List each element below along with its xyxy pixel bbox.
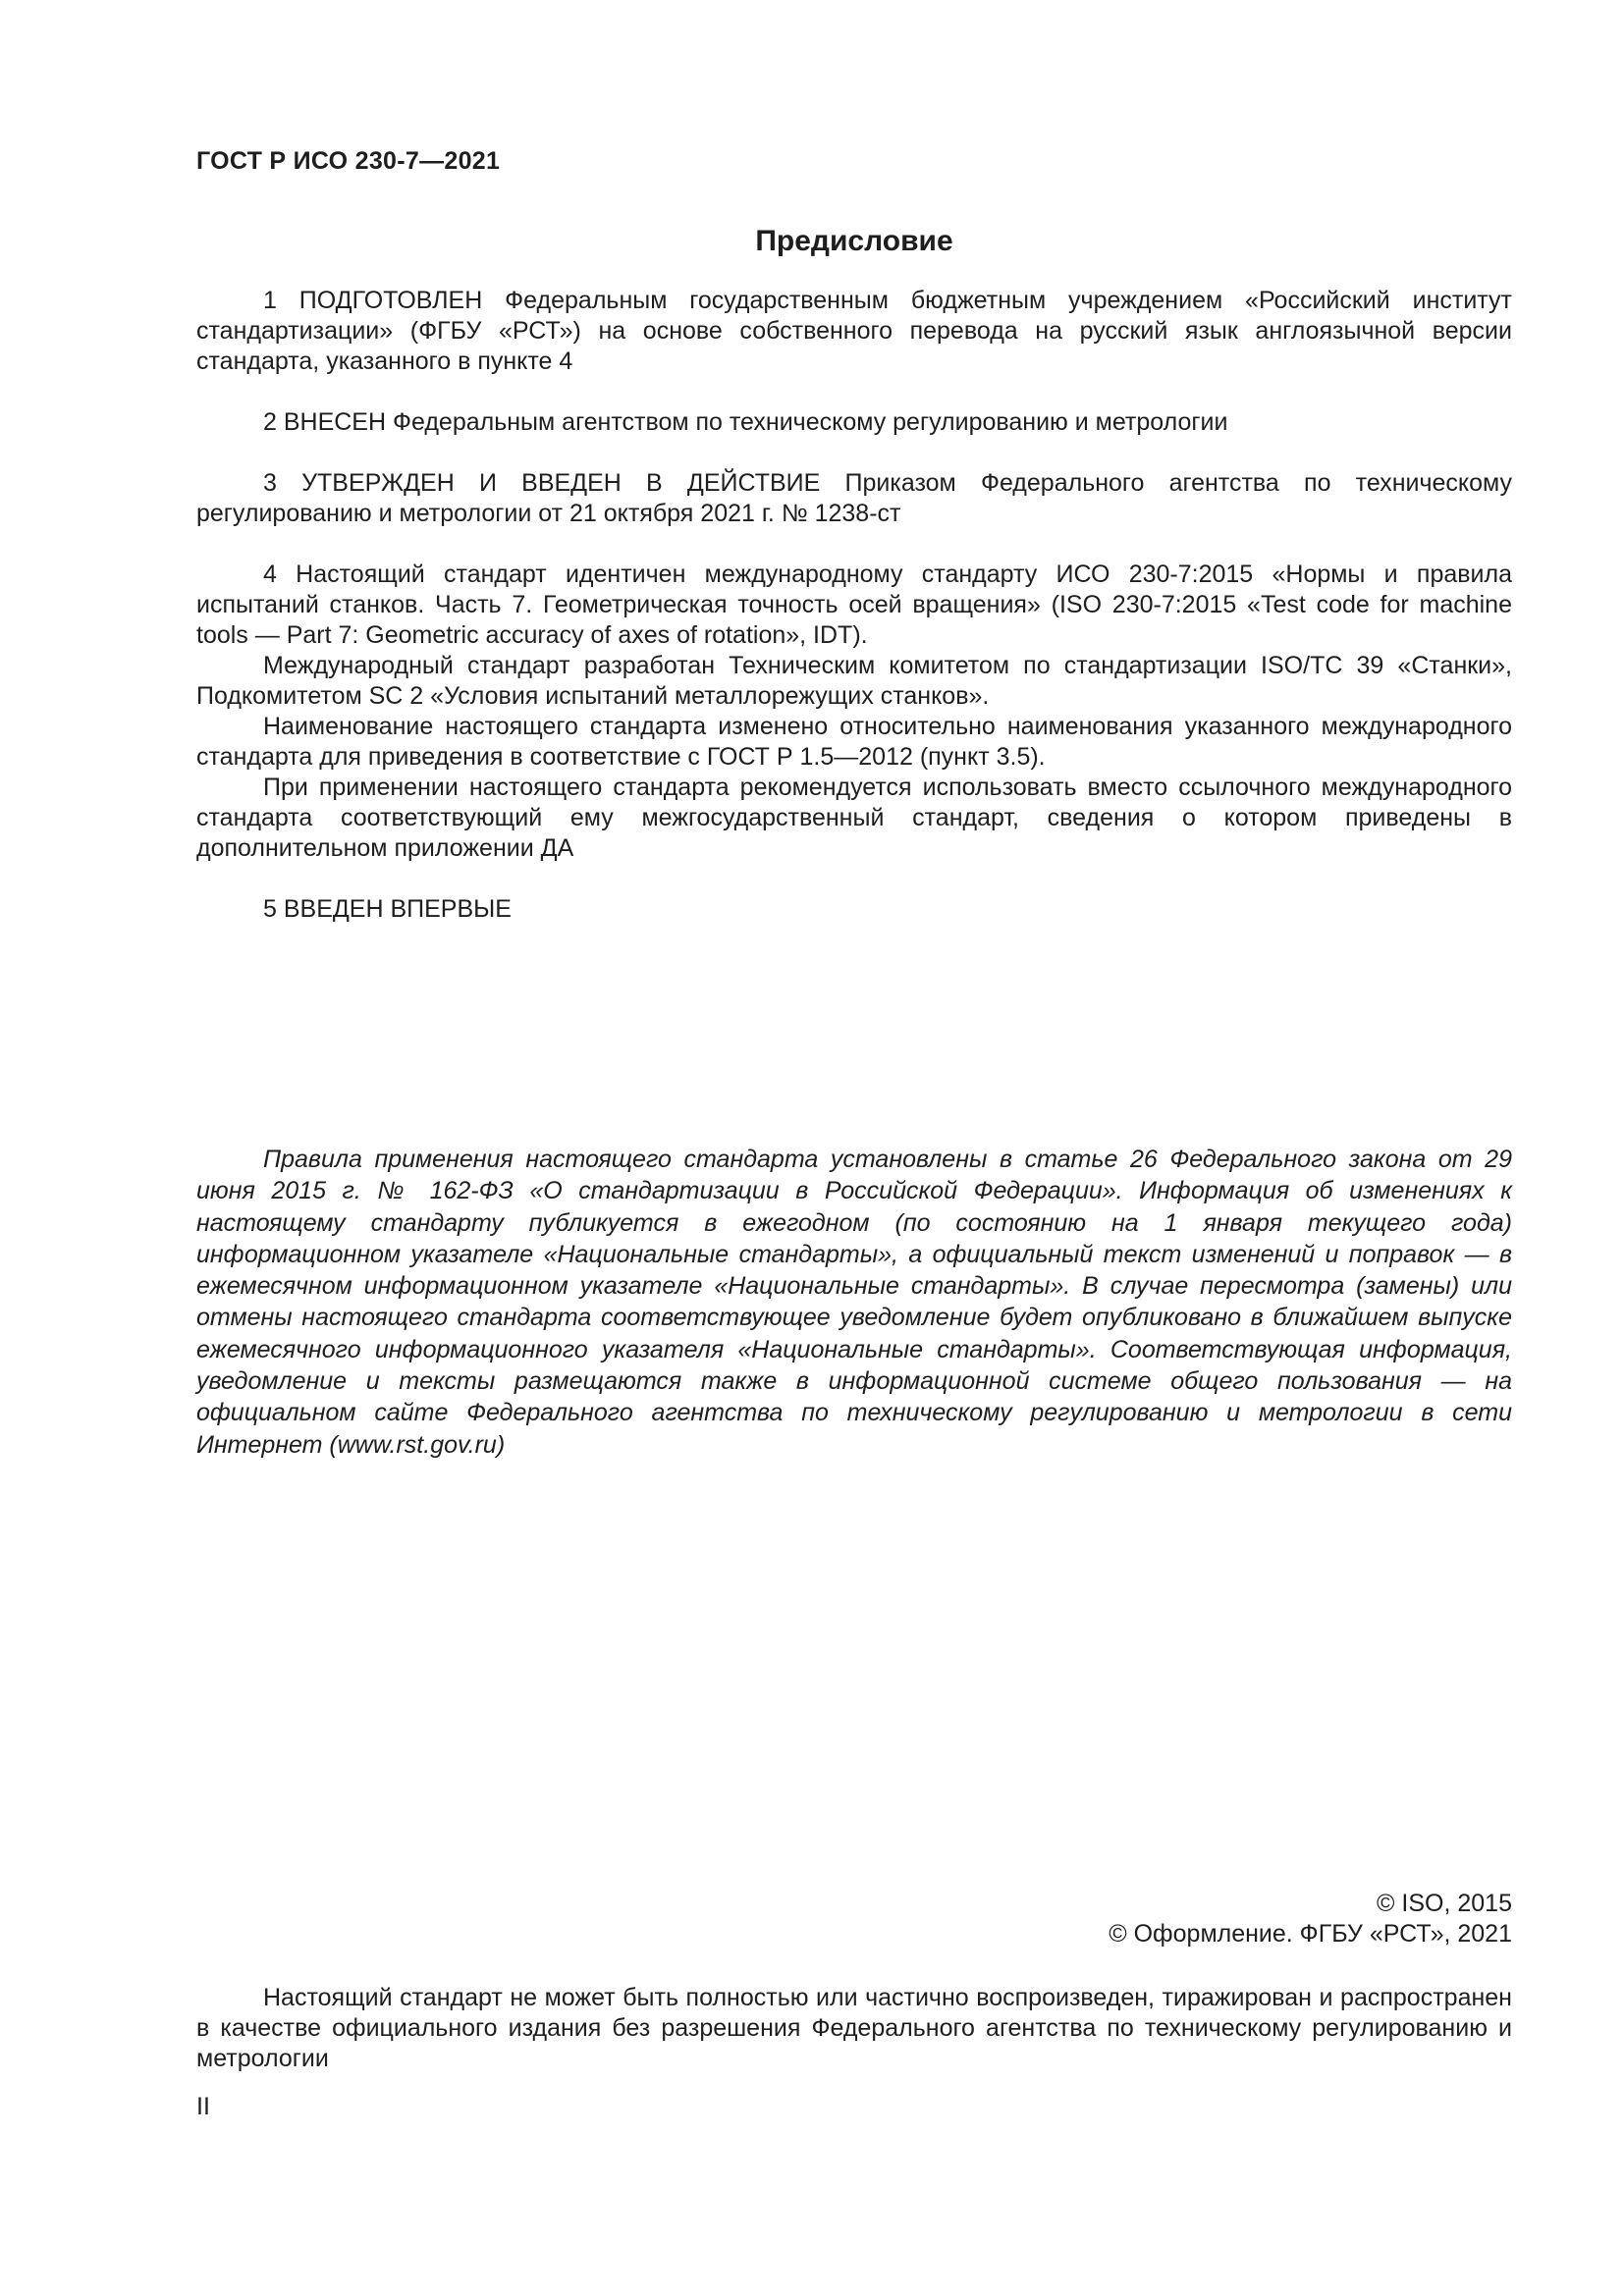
paragraph-interstate-standard: При применении настоящего стандарта рекомендуется использовать вместо ссылочного международного стандарта соответствующий ему межгосударственный стандарт, сведения о котором приведены в дополнительном приложении ДА	[196, 774, 1512, 862]
copyright-iso: © ISO, 2015	[1377, 1890, 1512, 1917]
paragraph-identical-standard: 4 Настоящий стандарт идентичен международному стандарту ИСО 230-7:2015 «Нормы и правила испытаний станков. Часть 7. Геометрическая точность осей вращения» (ISO 230-7:2015 «Test code for machine tools — Part 7: Geometric accuracy of axes of rotation», IDT).	[196, 561, 1512, 649]
copyright-design: © Оформление. ФГБУ «РСТ», 2021	[1109, 1920, 1512, 1948]
paragraph-technical-committee: Международный стандарт разработан Техническим комитетом по стандартизации ISO/TC 39 «Станки», Подкомитетом SC 2 «Условия испытаний металлорежущих станков».	[196, 652, 1512, 710]
paragraph-submitted-by: 2 ВНЕСЕН Федеральным агентством по техническому регулированию и метрологии	[263, 408, 1228, 436]
paragraph-approved: 3 УТВЕРЖДЕН И ВВЕДЕН В ДЕЙСТВИЕ Приказом Федерального агентства по техническому регулированию и метрологии от 21 октября 2021 г. № 1238-ст	[196, 469, 1512, 527]
application-rules-notice: Правила применения настоящего стандарта установлены в статье 26 Федерального закона от 29 июня 2015 г. № 162-ФЗ «О стандартизации в Российской Федерации». Информация об изменениях к настоящему стандарту публикуется в ежегодном (по состоянию на 1 января текущего года) информационном указателе «Национальные стандарты», а официальный текст изменений и поправок — в ежемесячном информационном указателе «Национальные стандарты». В случае пересмотра (замены) или отмены настоящего стандарта соответствующее уведомление будет опубликовано в ближайшем выпуске ежемесячного информационного указателя «Национальные стандарты». Соответствующая информация, уведомление и тексты размещаются также в информационной системе общего пользования — на официальном сайте Федерального агентства по техническому регулированию и метрологии в сети Интернет (www.rst.gov.ru)	[196, 1146, 1512, 1459]
paragraph-prepared-by: 1 ПОДГОТОВЛЕН Федеральным государственным бюджетным учреждением «Российский институт стандартизации» (ФГБУ «РСТ») на основе собственного перевода на русский язык англоязычной версии стандарта, указанного в пункте 4	[196, 287, 1512, 375]
paragraph-introduced-first-time: 5 ВВЕДЕН ВПЕРВЫЕ	[263, 895, 512, 923]
foreword-content	[196, 286, 1512, 925]
paragraph-name-changed: Наименование настоящего стандарта изменено относительно наименования указанного международного стандарта для приведения в соответствие с ГОСТ Р 1.5—2012 (пункт 3.5).	[196, 713, 1512, 771]
page-number: II	[196, 2093, 210, 2120]
copyright-block	[1109, 1889, 1512, 1949]
document-code-header: ГОСТ Р ИСО 230-7—2021	[196, 147, 501, 175]
foreword-title: Предисловие	[755, 225, 953, 257]
reproduction-notice: Настоящий стандарт не может быть полностью или частично воспроизведен, тиражирован и распространен в качестве официального издания без разрешения Федерального агентства по техническому регулированию и метрологии	[196, 1984, 1512, 2072]
